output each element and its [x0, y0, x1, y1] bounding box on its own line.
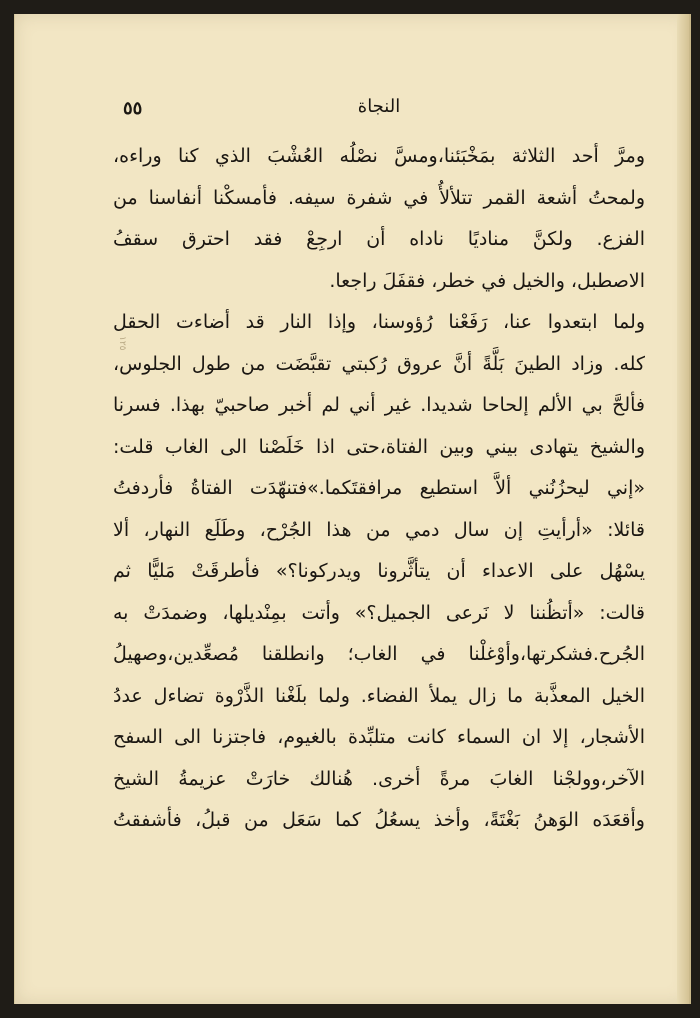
text-line: قالت: «أتظُننا لا نَرعى الجميل؟» وأتت بمِنْديلها، وضمدَتْ به	[113, 601, 645, 624]
text-line: كله. وزاد الطينَ بَلَّةً أنَّ عروق رُكبتي تقبَّضَت من طول الجلوس،	[113, 352, 645, 375]
text-line: ومرَّ أحد الثلاثة بمَخْبَئنا،ومسَّ نصْلُه العُشْبَ الذي كنا وراءه،	[113, 145, 645, 167]
text-line: قائلا: «أرأيتِ إن سال دمي من هذا الجُرْح، وطَلَع النهار، ألا	[113, 518, 645, 541]
text-line: الأشجار، إلا ان السماء كانت متلبِّدة بالغيوم، فاجتزنا الى السفح	[113, 726, 645, 748]
book-page	[14, 14, 691, 1004]
page-header	[113, 96, 645, 130]
text-line: الآخر،وولجْنا الغابَ مرةً أخرى. هُنالك خارَتْ عزيمةُ الشيخ	[113, 767, 645, 790]
text-line: الجُرح.فشكرتها،وأوْغلْنا في الغاب؛ وانطلقنا مُصعِّدين،وصهيلُ	[113, 643, 645, 665]
text-line: فألحَّ بي الألم إلحاحا شديدا. غير أني لم أخبر صاحبيّ بهذا. فسرنا	[113, 394, 645, 416]
text-line: الخيل المعذَّبة ما زال يملأ الفضاء. ولما بلَغْنا الذَّرْوة تضاءل عددُ	[113, 684, 645, 707]
text-line: «إني ليحزُنُني ألاَّ استطيع مرافقتَكما.»فتنهّدَت الفتاةُ فأردفتُ	[113, 477, 645, 499]
text-line: الاصطبل، والخيل في خطر، فقفَلَ راجعا.	[329, 269, 645, 292]
running-title: النجاة	[357, 96, 401, 117]
text-line: الفزع. ولكنَّ مناديًا ناداه أن ارجِعْ فقد احترق سقفُ	[113, 228, 645, 250]
page-edge	[677, 14, 689, 1004]
text-line: يسْهُل على الاعداء أن يتأثَّرونا ويدركونا؟» فأطرقَتْ مَليًّا ثم	[113, 560, 645, 582]
marginal-note: ١٢٥	[117, 336, 127, 351]
text-line: والشيخ يتهادى بيني وبين الفتاة،حتى اذا خَلَصْنا الى الغاب قلت:	[113, 435, 645, 458]
text-line: ولما ابتعدوا عنا، رَفَعْنا رُؤوسنا، وإذا النار قد أضاءت الحقل	[113, 311, 645, 333]
text-line: وأقعَدَه الوَهنُ بَغْتَةً، وأخذ يسعُلُ كما سَعَل من قبلُ، فأشفقتُ	[113, 809, 645, 831]
text-line: ولمحتُ أشعة القمر تتلألأُ في شفرة سيفه. فأمسكْنا أنفاسنا من	[113, 186, 645, 209]
page-number: ٥٥	[123, 98, 143, 119]
page-content	[113, 96, 645, 936]
body-text	[113, 136, 645, 842]
